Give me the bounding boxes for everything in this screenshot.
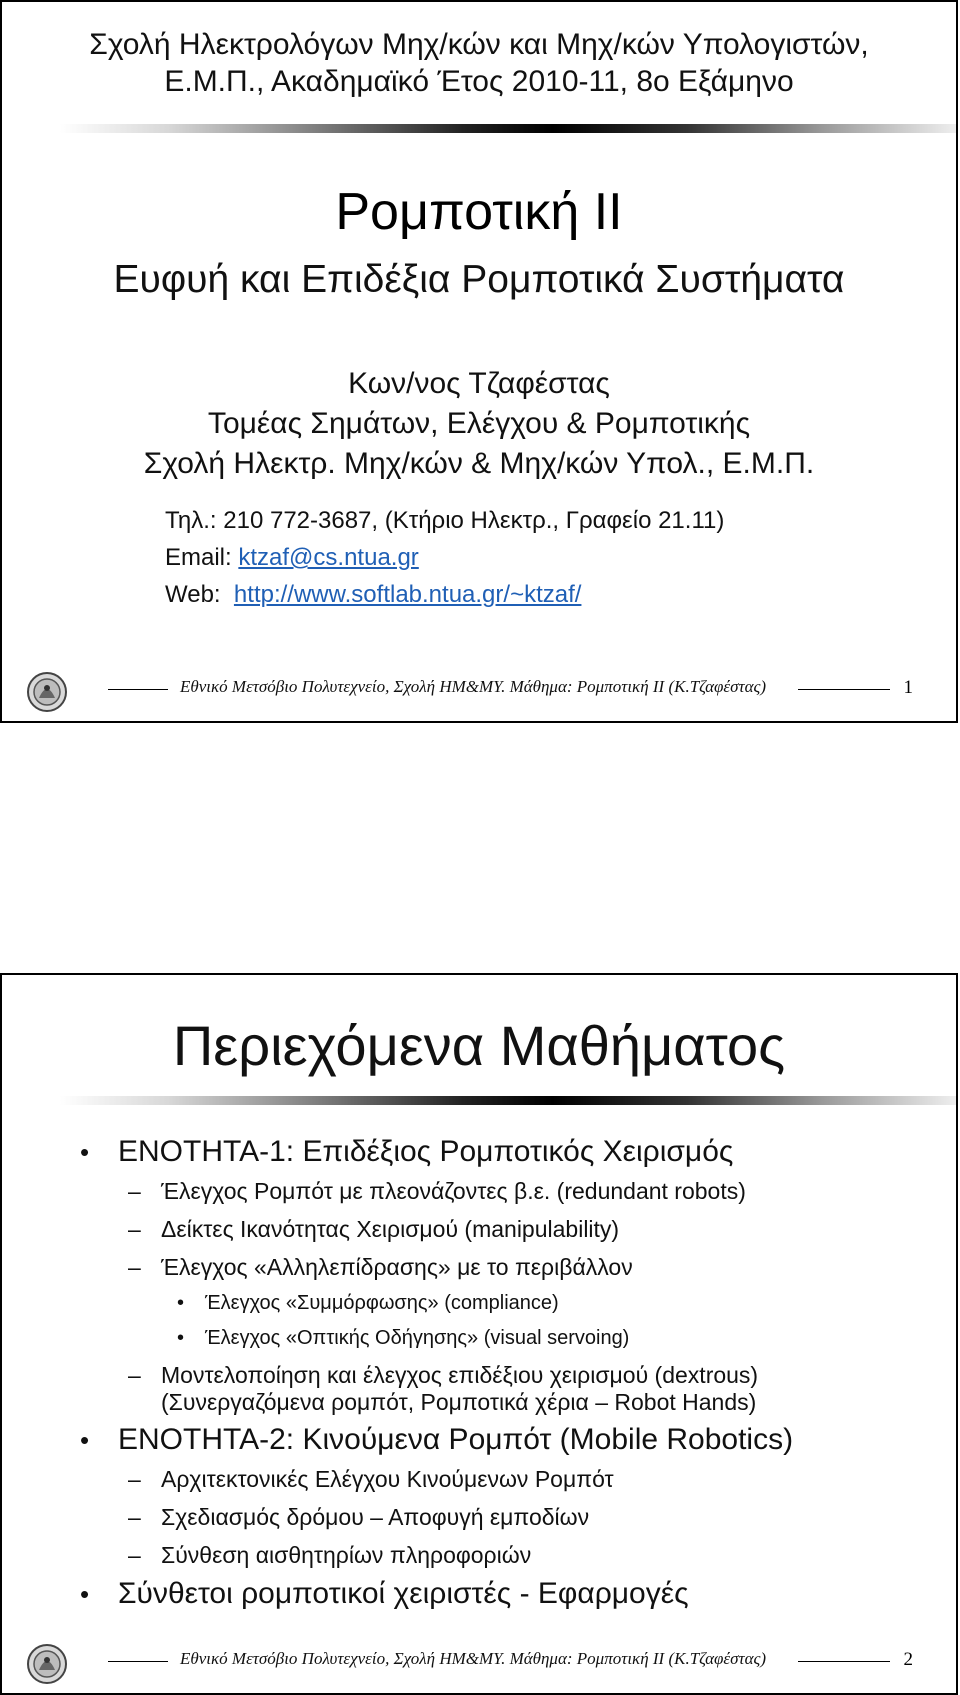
web-link[interactable]: http://www.softlab.ntua.gr/~ktzaf/	[233, 581, 582, 608]
footer-rule-left	[108, 1661, 168, 1662]
list-item-continuation: (Συνεργαζόμενα ρομπότ, Ρομποτικά χέρια – Robot Hands)	[161, 1389, 757, 1415]
footer-rule-right	[798, 1661, 890, 1662]
slide-footer	[2, 661, 956, 721]
header-line-1: Σχολή Ηλεκτρολόγων Μηχ/κών και Μηχ/κών Υπολογιστών,	[89, 28, 869, 61]
slide-footer	[2, 1633, 956, 1693]
list-item: – Έλεγχος «Αλληλεπίδρασης» με το περιβάλλον	[2, 1248, 956, 1286]
author-department: Τομέας Σημάτων, Ελέγχου & Ρομποτικής	[207, 407, 751, 440]
title-rule	[60, 1096, 956, 1105]
page-number: 2	[903, 1649, 913, 1670]
web-label: Web:	[165, 581, 234, 608]
list-item: • ΕΝΟΤΗΤΑ-1: Επιδέξιος Ρομποτικός Χειρισμός	[2, 1132, 956, 1172]
slide-header	[2, 26, 956, 100]
header-rule	[60, 124, 956, 133]
list-item: – Δείκτες Ικανότητας Χειρισμού (manipulability)	[2, 1210, 956, 1248]
author-block	[2, 364, 956, 484]
page-number: 1	[903, 677, 913, 698]
list-item: • Σύνθετοι ρομποτικοί χειριστές - Εφαρμογές	[2, 1574, 956, 1614]
list-item: – Έλεγχος Ρομπότ με πλεονάζοντες β.ε. (redundant robots)	[2, 1172, 956, 1210]
email-link[interactable]: ktzaf@cs.ntua.gr	[238, 544, 419, 571]
slide-title: Περιεχόμενα Μαθήματος	[172, 1014, 786, 1077]
list-item: – Σύνθεση αισθητηρίων πληροφοριών	[2, 1536, 956, 1574]
contents-list	[2, 1132, 956, 1614]
list-item: – Σχεδιασμός δρόμου – Αποφυγή εμποδίων	[2, 1498, 956, 1536]
slide-2	[0, 973, 958, 1695]
author-name: Κων/νος Τζαφέστας	[348, 367, 610, 400]
list-item: – Αρχιτεκτονικές Ελέγχου Κινούμενων Ρομπότ	[2, 1460, 956, 1498]
slide-subtitle: Ευφυή και Επιδέξια Ρομποτικά Συστήματα	[113, 258, 845, 301]
footer-text: Εθνικό Μετσόβιο Πολυτεχνείο, Σχολή ΗΜ&ΜΥ. Μάθημα: Ρομποτική ΙΙ (Κ.Τζαφέστας)	[180, 1649, 767, 1668]
contact-web-row	[165, 576, 724, 613]
university-seal-icon	[26, 671, 68, 713]
author-school: Σχολή Ηλεκτρ. Μηχ/κών & Μηχ/κών Υπολ., Ε.Μ.Π.	[143, 447, 815, 480]
footer-rule-left	[108, 689, 168, 690]
slide-title: Ρομποτική ΙΙ	[335, 183, 623, 241]
email-label: Email:	[165, 544, 239, 571]
list-item: • Έλεγχος «Συμμόρφωσης» (compliance)	[2, 1286, 956, 1321]
list-item: – Μοντελοποίηση και έλεγχος επιδέξιου χειρισμού (dextrous)	[2, 1356, 956, 1394]
contact-phone: Τηλ.: 210 772-3687, (Κτήριο Ηλεκτρ., Γραφείο 21.11)	[165, 507, 725, 534]
header-line-2: Ε.Μ.Π., Ακαδημαϊκό Έτος 2010-11, 8ο Εξάμηνο	[164, 65, 794, 98]
footer-rule-right	[798, 689, 890, 690]
list-item: • ΕΝΟΤΗΤΑ-2: Κινούμενα Ρομπότ (Mobile Robotics)	[2, 1420, 956, 1460]
contact-email-row	[165, 539, 724, 576]
university-seal-icon	[26, 1643, 68, 1685]
slide-1	[0, 0, 958, 723]
list-item: • Έλεγχος «Οπτικής Οδήγησης» (visual servoing)	[2, 1321, 956, 1356]
contact-block	[165, 502, 724, 613]
footer-text: Εθνικό Μετσόβιο Πολυτεχνείο, Σχολή ΗΜ&ΜΥ. Μάθημα: Ρομποτική ΙΙ (Κ.Τζαφέστας)	[180, 677, 767, 696]
